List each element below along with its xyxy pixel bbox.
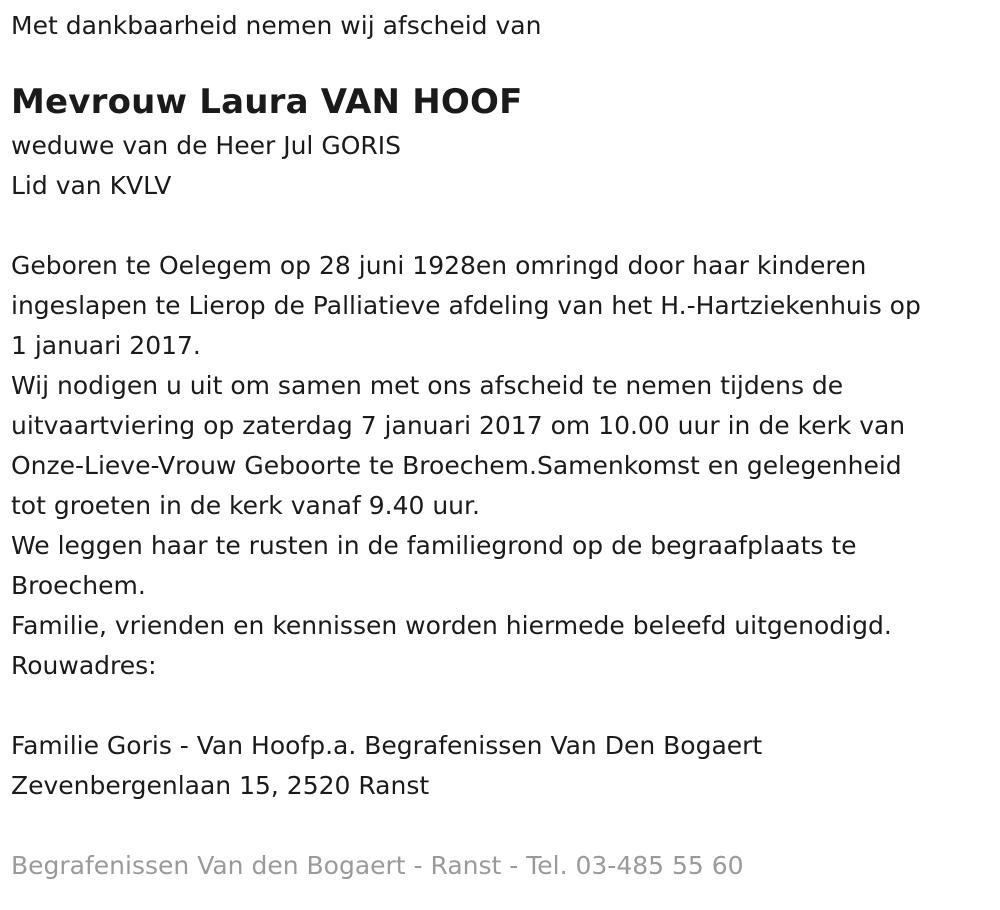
subtitle-line: weduwe van de Heer Jul GORIS xyxy=(11,131,401,160)
body-line: Broechem. xyxy=(11,571,146,600)
address-block xyxy=(11,726,991,806)
body-line: Onze-Lieve-Vrouw Geboorte te Broechem.Samenkomst en gelegenheid xyxy=(11,451,902,480)
body-block xyxy=(11,246,991,686)
address-line: Familie Goris - Van Hoofp.a. Begrafenissen Van Den Bogaert xyxy=(11,731,763,760)
subtitle-line: Lid van KVLV xyxy=(11,171,172,200)
body-line: 1 januari 2017. xyxy=(11,331,201,360)
deceased-name: Mevrouw Laura VAN HOOF xyxy=(11,82,523,122)
spacer xyxy=(11,686,991,726)
body-line: uitvaartviering op zaterdag 7 januari 2017 om 10.00 uur in de kerk van xyxy=(11,411,906,440)
death-notice xyxy=(11,6,991,886)
funeral-home-footer: Begrafenissen Van den Bogaert - Ranst - Tel. 03-485 55 60 xyxy=(11,851,744,880)
body-line: tot groeten in de kerk vanaf 9.40 uur. xyxy=(11,491,480,520)
address-line: Zevenbergenlaan 15, 2520 Ranst xyxy=(11,771,430,800)
body-line: Wij nodigen u uit om samen met ons afscheid te nemen tijdens de xyxy=(11,371,844,400)
body-line: Familie, vrienden en kennissen worden hiermede beleefd uitgenodigd. xyxy=(11,611,892,640)
spacer xyxy=(11,206,991,246)
body-line: We leggen haar te rusten in de familiegrond op de begraafplaats te xyxy=(11,531,857,560)
body-line: Geboren te Oelegem op 28 juni 1928en omringd door haar kinderen xyxy=(11,251,867,280)
body-line: Rouwadres: xyxy=(11,651,157,680)
intro-text: Met dankbaarheid nemen wij afscheid van xyxy=(11,11,542,40)
body-line: ingeslapen te Lierop de Palliatieve afdeling van het H.-Hartziekenhuis op xyxy=(11,291,921,320)
subtitle-block xyxy=(11,126,991,206)
